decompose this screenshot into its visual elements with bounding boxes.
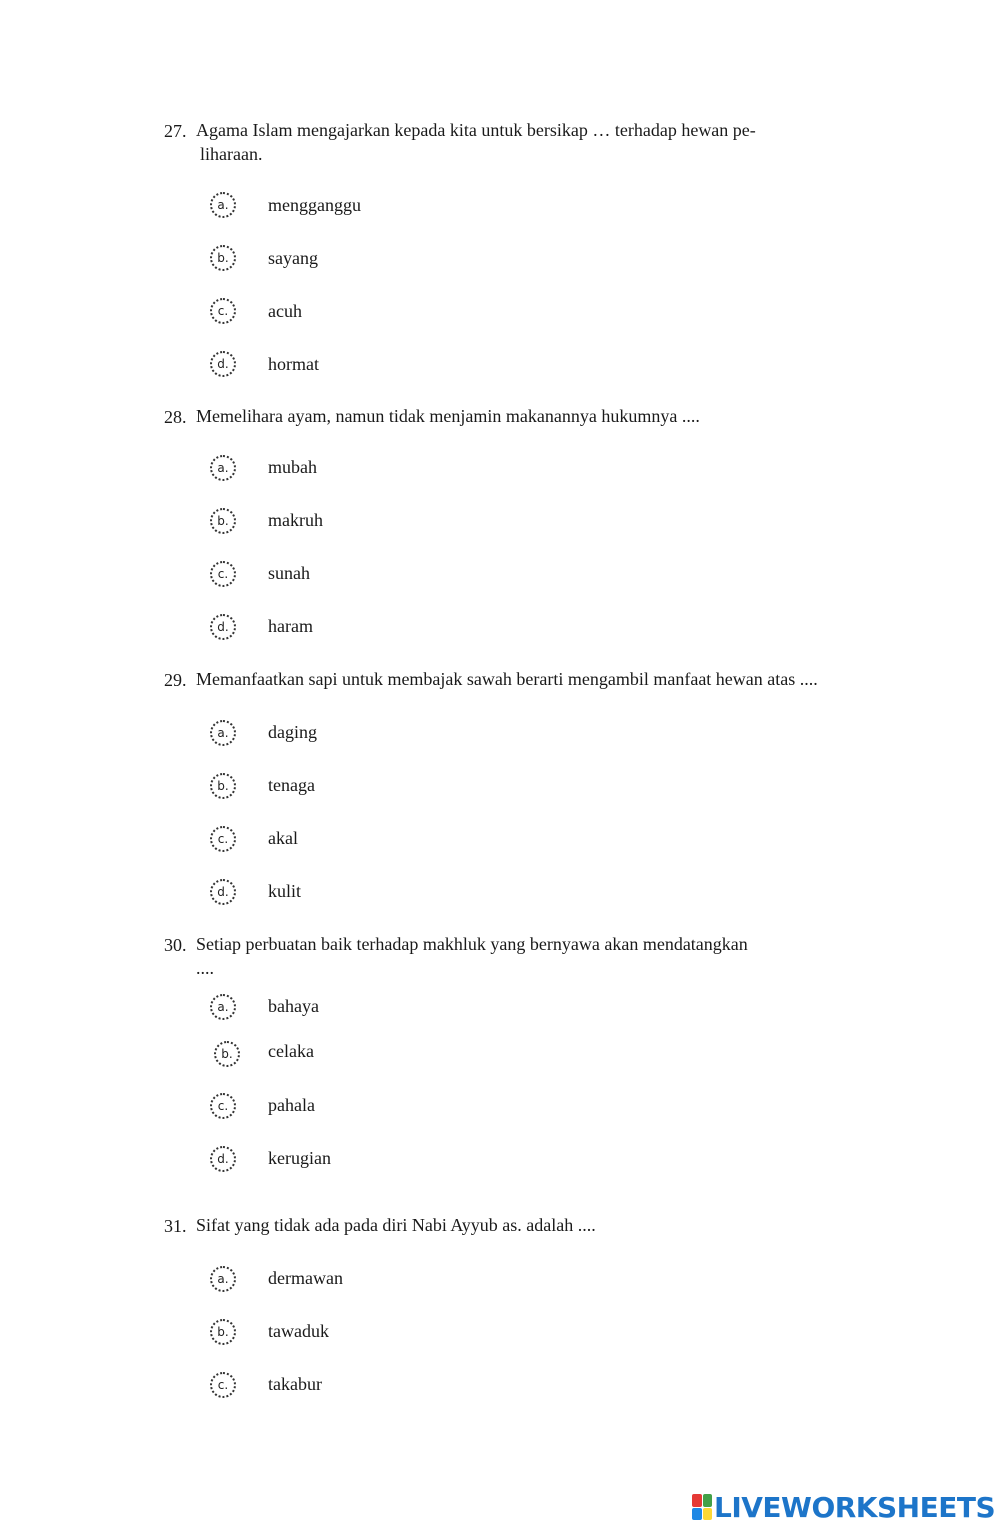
option-d-button[interactable]: d. (210, 614, 236, 640)
option-d-button[interactable]: d. (210, 351, 236, 377)
option-a-button[interactable]: a. (210, 1266, 236, 1292)
option-a-label: bahaya (268, 996, 319, 1016)
option-d-button[interactable]: d. (210, 879, 236, 905)
question-text (196, 1213, 836, 1237)
option-b-button[interactable]: b. (210, 508, 236, 534)
liveworksheets-logo (692, 1490, 995, 1524)
option-b-button[interactable]: b. (214, 1041, 240, 1067)
option-a-button[interactable]: a. (210, 455, 236, 481)
option-c-button[interactable]: c. (210, 561, 236, 587)
question-number: 30. (164, 935, 187, 955)
option-c-button[interactable]: c. (210, 1372, 236, 1398)
logo-square-1 (692, 1494, 702, 1507)
option-b-label: tawaduk (268, 1321, 329, 1341)
question-text-line-1: Memelihara ayam, namun tidak menjamin makanannya hukumnya .... (196, 406, 700, 426)
option-c-label: acuh (268, 301, 302, 321)
question-text-line-1: Sifat yang tidak ada pada diri Nabi Ayyub as. adalah .... (196, 1215, 596, 1235)
option-c-label: sunah (268, 563, 310, 583)
question-text-line-2: .... (196, 958, 214, 978)
option-b-label: tenaga (268, 775, 315, 795)
option-d-button[interactable]: d. (210, 1146, 236, 1172)
option-b-label: celaka (268, 1041, 314, 1061)
question-text-line-1: Setiap perbuatan baik terhadap makhluk yang bernyawa akan mendatangkan (196, 934, 748, 954)
option-c-label: pahala (268, 1095, 315, 1115)
logo-mark-icon (692, 1494, 712, 1520)
logo-square-4 (703, 1508, 713, 1521)
option-d-label: haram (268, 616, 313, 636)
question-text (196, 118, 836, 166)
question-text (196, 404, 836, 428)
option-a-button[interactable]: a. (210, 994, 236, 1020)
question-text (196, 667, 836, 691)
option-c-label: takabur (268, 1374, 322, 1394)
option-c-label: akal (268, 828, 298, 848)
option-c-button[interactable]: c. (210, 298, 236, 324)
question-number: 27. (164, 121, 187, 141)
option-b-button[interactable]: b. (210, 773, 236, 799)
option-a-label: daging (268, 722, 317, 742)
option-c-button[interactable]: c. (210, 1093, 236, 1119)
option-a-button[interactable]: a. (210, 720, 236, 746)
option-d-label: kulit (268, 881, 302, 901)
option-c-button[interactable]: c. (210, 826, 236, 852)
logo-text: LIVEWORKSHEETS (714, 1490, 996, 1524)
option-d-label: kerugian (268, 1148, 331, 1168)
logo-square-2 (703, 1494, 713, 1507)
option-b-label: makruh (268, 510, 323, 530)
option-a-label: mubah (268, 457, 317, 477)
question-number: 31. (164, 1216, 187, 1236)
question-text-line-1: Agama Islam mengajarkan kepada kita untuk bersikap … terhadap hewan pe- (196, 120, 756, 140)
question-text-line-2: liharaan. (200, 144, 263, 164)
question-number: 28. (164, 407, 187, 427)
option-a-button[interactable]: a. (210, 192, 236, 218)
option-b-label: sayang (268, 248, 318, 268)
option-b-button[interactable]: b. (210, 1319, 236, 1345)
option-d-label: hormat (268, 354, 319, 374)
question-text-line-1: Memanfaatkan sapi untuk membajak sawah berarti mengambil manfaat hewan atas .... (196, 669, 818, 689)
option-a-label: dermawan (268, 1268, 343, 1288)
question-text (196, 932, 836, 980)
question-number: 29. (164, 670, 187, 690)
option-b-button[interactable]: b. (210, 245, 236, 271)
option-a-label: mengganggu (268, 195, 361, 215)
logo-square-3 (692, 1508, 702, 1521)
